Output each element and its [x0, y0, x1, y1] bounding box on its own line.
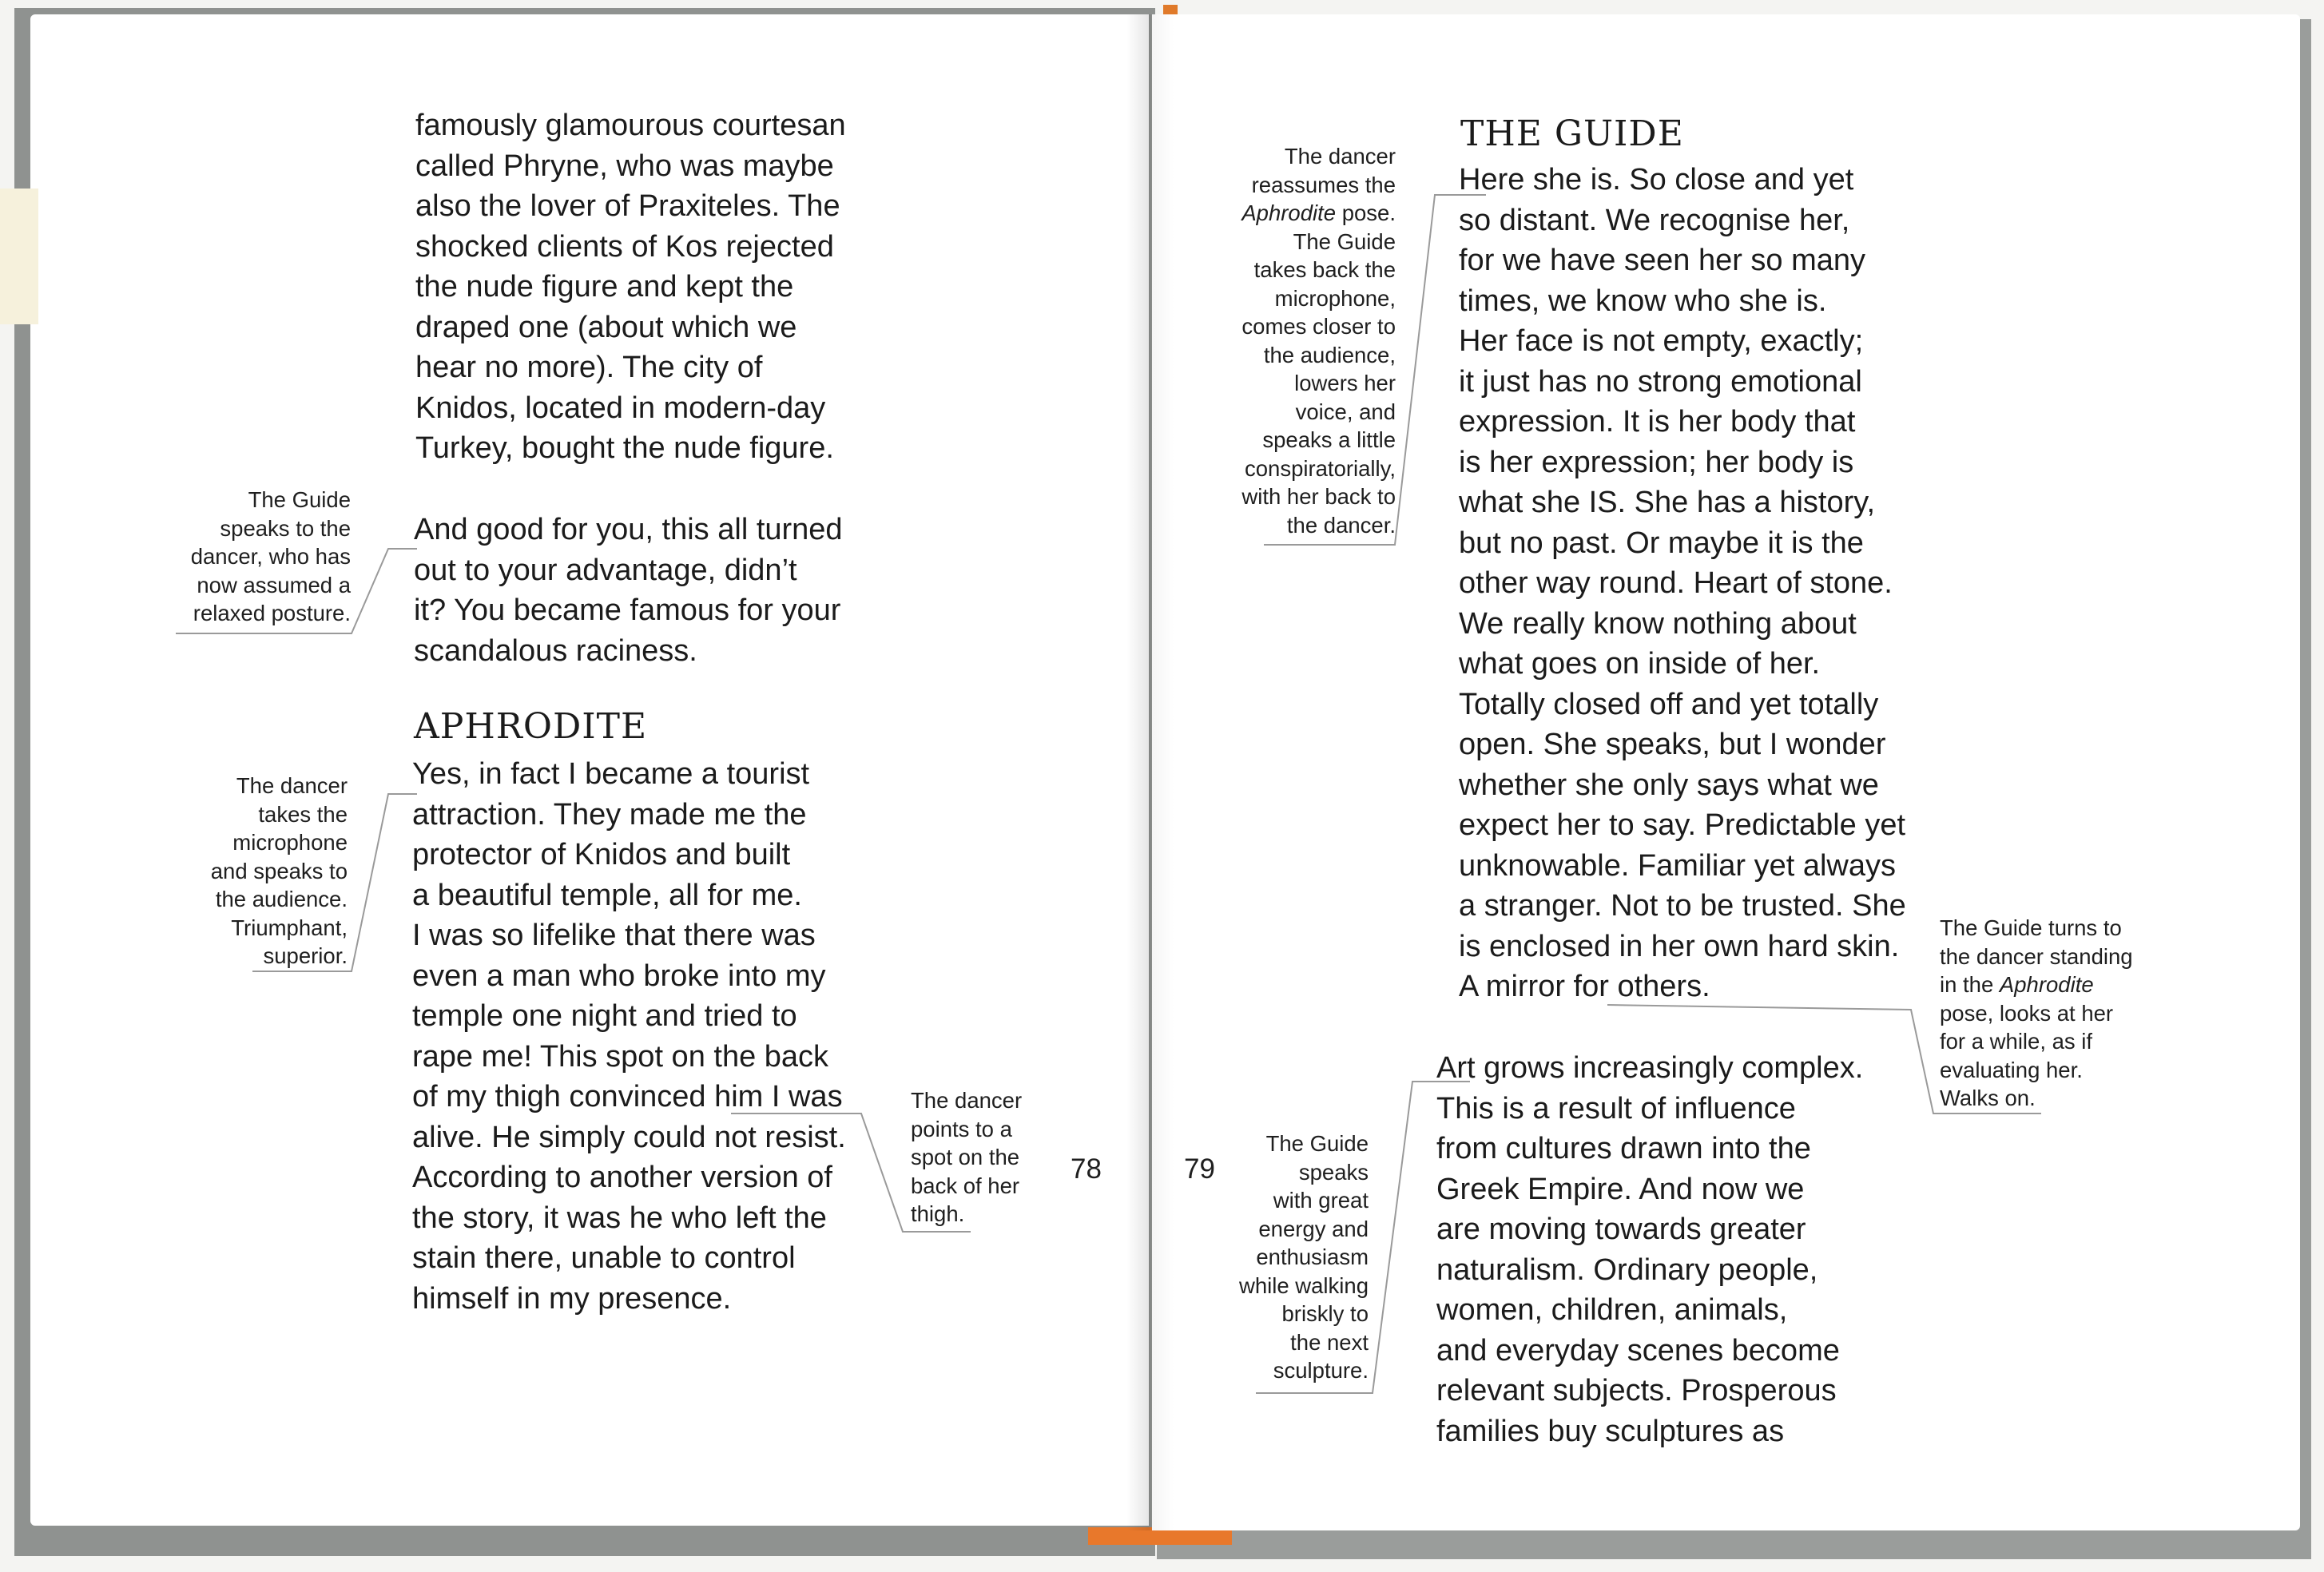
text-line: According to another version of — [412, 1161, 832, 1194]
text-line: rape me! This spot on the back — [412, 1039, 829, 1074]
text-line: whether she only says what we — [1459, 768, 1879, 802]
note-line: the dancer standing — [1940, 943, 2133, 969]
text-line: unknowable. Familiar yet always — [1459, 848, 1897, 883]
note-line: while walking — [1238, 1272, 1369, 1298]
text-line: alive. He simply could not resist. — [412, 1120, 846, 1154]
text-line: is her expression; her body is — [1459, 445, 1854, 479]
text-line: but no past. Or maybe it is the — [1459, 526, 1864, 560]
note-italic: Aphrodite — [1241, 200, 1337, 225]
note-line: The Guide turns to — [1940, 915, 2122, 940]
note-line: enthusiasm — [1256, 1244, 1369, 1269]
text-line: times, we know who she is. — [1459, 284, 1827, 318]
note-line: points to a — [911, 1116, 1012, 1141]
note-line: evaluating her. — [1940, 1057, 2083, 1082]
text-line: A mirror for others. — [1459, 970, 1710, 1003]
note-line — [1241, 199, 1396, 228]
text-line: himself in my presence. — [412, 1281, 732, 1316]
note-line: microphone, — [1274, 285, 1396, 311]
left-passage-2 — [414, 510, 843, 671]
note-line: Triumphant, — [231, 915, 348, 940]
note-line: comes closer to — [1241, 314, 1396, 339]
note-line: the audience, — [1263, 342, 1396, 367]
text-line: And good for you, this all turned — [414, 513, 843, 546]
text-line: of my thigh convinced him I was — [412, 1080, 843, 1114]
note-line: dancer, who has — [190, 544, 351, 569]
stage-direction-guide-energy — [1239, 1129, 1369, 1385]
note-line: lowers her — [1294, 371, 1396, 395]
text-line: protector of Knidos and built — [412, 838, 791, 871]
note-line: superior. — [263, 943, 348, 968]
speaker-heading-aphrodite: APHRODITE — [414, 706, 648, 747]
text-line: temple one night and tried to — [412, 999, 797, 1033]
left-passage-3 — [412, 754, 846, 1319]
note-line: thigh. — [911, 1201, 965, 1226]
text-line: famously glamourous courtesan — [415, 109, 846, 142]
text-line: out to your advantage, didn’t — [414, 553, 797, 587]
note-line: The dancer — [236, 773, 348, 798]
text-line: what she IS. She has a history, — [1459, 486, 1876, 519]
text-line: women, children, animals, — [1436, 1293, 1788, 1327]
stage-direction-guide-speaks — [191, 486, 351, 628]
note-line: now assumed a — [197, 572, 351, 597]
note-line: speaks to the — [220, 515, 351, 541]
text-line: Turkey, bought the nude figure. — [415, 431, 834, 465]
text-line: scandalous raciness. — [414, 633, 697, 668]
note-line: back of her — [911, 1173, 1020, 1198]
note-line: pose, looks at her — [1940, 1000, 2114, 1026]
note-line: The dancer — [911, 1088, 1023, 1113]
text-line: Her face is not empty, exactly; — [1459, 324, 1864, 358]
note-line: voice, and — [1295, 399, 1396, 424]
text-line: families buy sculptures as — [1436, 1414, 1785, 1448]
text-line: the nude figure and kept the — [415, 270, 794, 304]
note-line: the audience. — [215, 887, 348, 911]
text-line: naturalism. Ordinary people, — [1436, 1252, 1818, 1287]
page-number-right: 79 — [1184, 1153, 1215, 1185]
stage-direction-dancer-microphone — [211, 772, 348, 971]
note-line: microphone — [232, 830, 348, 855]
text-line: it? You became famous for your — [414, 593, 841, 627]
text-line: Yes, in fact I became a tourist — [412, 757, 810, 791]
note-line: takes back the — [1253, 257, 1396, 282]
note-line: the next — [1290, 1329, 1369, 1355]
text-line: and everyday scenes become — [1436, 1333, 1840, 1368]
note-line: sculpture. — [1273, 1358, 1369, 1383]
text-line: also the lover of Praxiteles. The — [415, 189, 840, 223]
text-line: I was so lifelike that there was — [412, 919, 816, 952]
text-line: the story, it was he who left the — [412, 1201, 827, 1235]
stage-direction-guide-turns — [1940, 914, 2133, 1113]
text-line: attraction. They made me the — [412, 797, 807, 832]
text-line: hear no more). The city of — [415, 351, 763, 384]
text-line: Knidos, located in modern-day — [415, 391, 826, 425]
text-line: from cultures drawn into the — [1436, 1132, 1811, 1165]
note-line: speaks a little — [1262, 427, 1396, 452]
speaker-heading-the-guide: THE GUIDE — [1460, 113, 1684, 154]
note-line: for a while, as if — [1940, 1029, 2093, 1054]
note-line: The Guide — [1265, 1131, 1369, 1156]
text-line: draped one (about which we — [415, 310, 797, 344]
page-number-left: 78 — [1071, 1153, 1102, 1185]
note-text: in the — [1940, 972, 2000, 997]
text-line: are moving towards greater — [1436, 1213, 1806, 1246]
left-passage-1 — [415, 105, 846, 469]
note-line: with her back to — [1241, 484, 1396, 509]
note-line: conspiratorially, — [1244, 455, 1396, 481]
text-line: a stranger. Not to be trusted. She — [1459, 889, 1906, 923]
note-line: speaks — [1298, 1159, 1369, 1185]
text-line: is enclosed in her own hard skin. — [1459, 929, 1900, 963]
note-line: takes the — [258, 801, 348, 827]
note-italic: Aphrodite — [1999, 972, 2094, 997]
note-line: The dancer — [1284, 144, 1396, 169]
note-line: and speaks to — [210, 858, 348, 883]
text-line: even a man who broke into my — [412, 959, 826, 993]
text-line: open. She speaks, but I wonder — [1459, 728, 1886, 761]
text-line: Totally closed off and yet totally — [1459, 687, 1879, 721]
note-line: The Guide — [248, 487, 351, 512]
note-line: energy and — [1258, 1216, 1369, 1241]
note-line: spot on the — [911, 1145, 1020, 1169]
note-line: relaxed posture. — [193, 601, 351, 625]
note-line: briskly to — [1281, 1301, 1369, 1326]
text-line: Here she is. So close and yet — [1459, 163, 1854, 196]
text-line: This is a result of influence — [1436, 1091, 1796, 1125]
text-line: stain there, unable to control — [412, 1241, 796, 1275]
text-line: a beautiful temple, all for me. — [412, 878, 802, 912]
text-line: shocked clients of Kos rejected — [415, 229, 834, 264]
note-line: the dancer. — [1286, 512, 1396, 538]
right-passage-1 — [1459, 160, 1906, 1007]
text-line: for we have seen her so many — [1459, 244, 1866, 277]
note-line: with great — [1273, 1188, 1369, 1213]
text-line: what goes on inside of her. — [1459, 647, 1821, 681]
right-passage-2 — [1436, 1048, 1863, 1451]
text-line: Greek Empire. And now we — [1436, 1172, 1805, 1206]
note-text: pose. — [1336, 200, 1396, 225]
text-line: relevant subjects. Prosperous — [1436, 1374, 1837, 1407]
note-line: reassumes the — [1251, 172, 1396, 197]
note-line: The Guide — [1293, 228, 1396, 254]
note-line — [1940, 971, 2133, 999]
text-line: We really know nothing about — [1459, 606, 1857, 641]
text-line: expect her to say. Predictable yet — [1459, 808, 1906, 842]
text-line: expression. It is her body that — [1459, 405, 1856, 439]
text-line: other way round. Heart of stone. — [1459, 566, 1893, 600]
text-line: so distant. We recognise her, — [1459, 203, 1850, 237]
stage-direction-dancer-reassumes — [1241, 142, 1396, 539]
stage-direction-dancer-points — [911, 1086, 1022, 1229]
text-line: it just has no strong emotional — [1459, 364, 1862, 399]
text-line: Art grows increasingly complex. — [1436, 1051, 1864, 1085]
text-line: called Phryne, who was maybe — [415, 149, 834, 183]
note-line: Walks on. — [1940, 1086, 2036, 1110]
